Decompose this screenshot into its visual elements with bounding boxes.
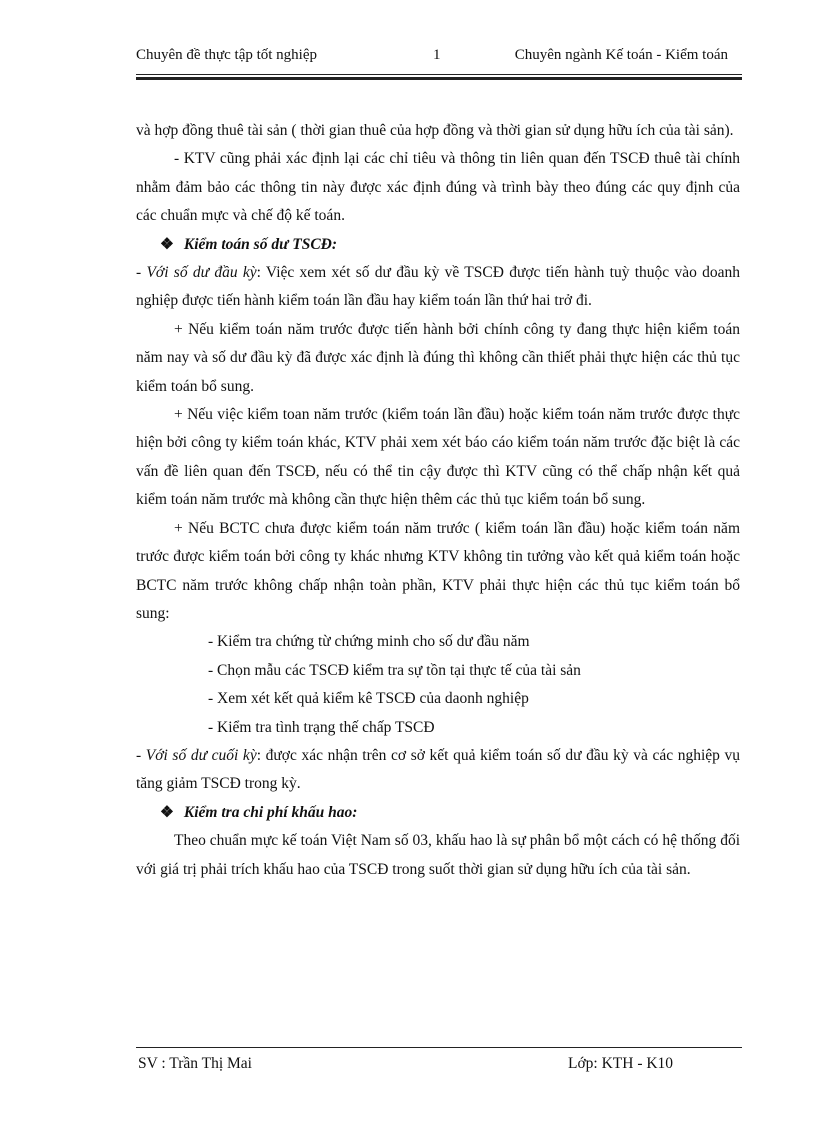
diamond-bullet-icon: ❖ [160,803,174,821]
list-item: - Xem xét kết quả kiểm kê TSCĐ của daonh nghiệp [208,690,529,708]
page-header [136,47,742,69]
section-heading [136,231,740,259]
footer-student: SV : Trần Thị Mai [138,1055,252,1072]
paragraph: Theo chuẩn mực kế toán Việt Nam số 03, khấu hao là sự phân bổ một cách có hệ thống đối với giá trị phải trích khấu hao của TSCĐ trong suốt thời gian sử dụng hữu ích của tài sản. [136,832,740,878]
list-item: - Kiểm tra tình trạng thế chấp TSCĐ [208,718,435,736]
header-rule [136,74,742,75]
paragraph: - KTV cũng phải xác định lại các chỉ tiêu và thông tin liên quan đến TSCĐ thuê tài chính nhằm đảm bảo các thông tin này được xác định đúng và trình bày theo đúng các quy định của các chuẩn mực và chế độ kế toán. [136,150,740,225]
diamond-bullet-icon: ❖ [160,235,174,253]
paragraph: + Nếu BCTC chưa được kiểm toán năm trước ( kiểm toán lần đầu) hoặc kiểm toán năm trước được kiểm toán bởi công ty khác nhưng KTV không tin tưởng vào kết quả kiểm toán hoặc BCTC năm trước không chấp nhận toàn phần, KTV phải thực hiện các thủ tục kiểm toán bổ sung: [136,519,740,622]
paragraph-label: Với số dư đầu kỳ [146,264,257,282]
paragraph-text: : Việc xem xét số dư đầu kỳ về TSCĐ được tiến hành tuỳ thuộc vào doanh nghiệp được tiến hành kiểm toán lần đầu hay kiểm toán lần thứ hai trở đi. [136,264,740,310]
paragraph [136,259,740,316]
page-body [136,117,740,884]
paragraph-text: : được xác nhận trên cơ sở kết quả kiểm toán số dư đầu kỳ và các nghiệp vụ tăng giảm TSCĐ trong kỳ. [136,746,740,793]
footer-rule [136,1047,742,1048]
paragraph [136,742,740,799]
section-heading [136,799,740,827]
paragraph: + Nếu việc kiểm toan năm trước (kiểm toán lần đầu) hoặc kiểm toán năm trước được thực hiện bởi công ty kiểm toán khác, KTV phải xem xét báo cáo kiểm toán năm trước đặc biệt là các vấn đề liên quan đến TSCĐ, nếu có thể tin cậy được thì KTV cũng có thể chấp nhận kết quả kiểm toán năm trước mà không cần thực hiện thêm các thủ tục kiểm toán bổ sung. [136,406,740,509]
footer-class: Lớp: KTH - K10 [568,1055,674,1072]
list-item: - Kiểm tra chứng từ chứng minh cho số dư đầu năm [208,633,530,651]
list-item: - Chọn mẫu các TSCĐ kiểm tra sự tồn tại thực tế của tài sản [208,661,581,679]
paragraph-label: Với số dư cuối kỳ [145,746,257,764]
section-heading-text: Kiểm toán số dư TSCĐ: [183,235,338,253]
paragraph: và hợp đồng thuê tài sản ( thời gian thuê của hợp đồng và thời gian sử dụng hữu ích của tài sản). [136,122,734,139]
page-number: 1 [433,47,441,63]
dash: - [136,746,146,764]
paragraph: + Nếu kiểm toán năm trước được tiến hành bởi chính công ty đang thực hiện kiểm toán năm nay và số dư đầu kỳ đã được xác định là đúng thì không cần thiết phải thực hiện các thủ tục kiểm toán bổ sung. [136,320,740,395]
header-title: Chuyên đề thực tập tốt nghiệp [136,47,318,63]
section-heading-text: Kiểm tra chi phí khấu hao: [183,803,358,821]
header-major: Chuyên ngành Kế toán - Kiểm toán [514,47,728,63]
dash: - [136,264,147,282]
header-rule-thick [136,77,742,80]
